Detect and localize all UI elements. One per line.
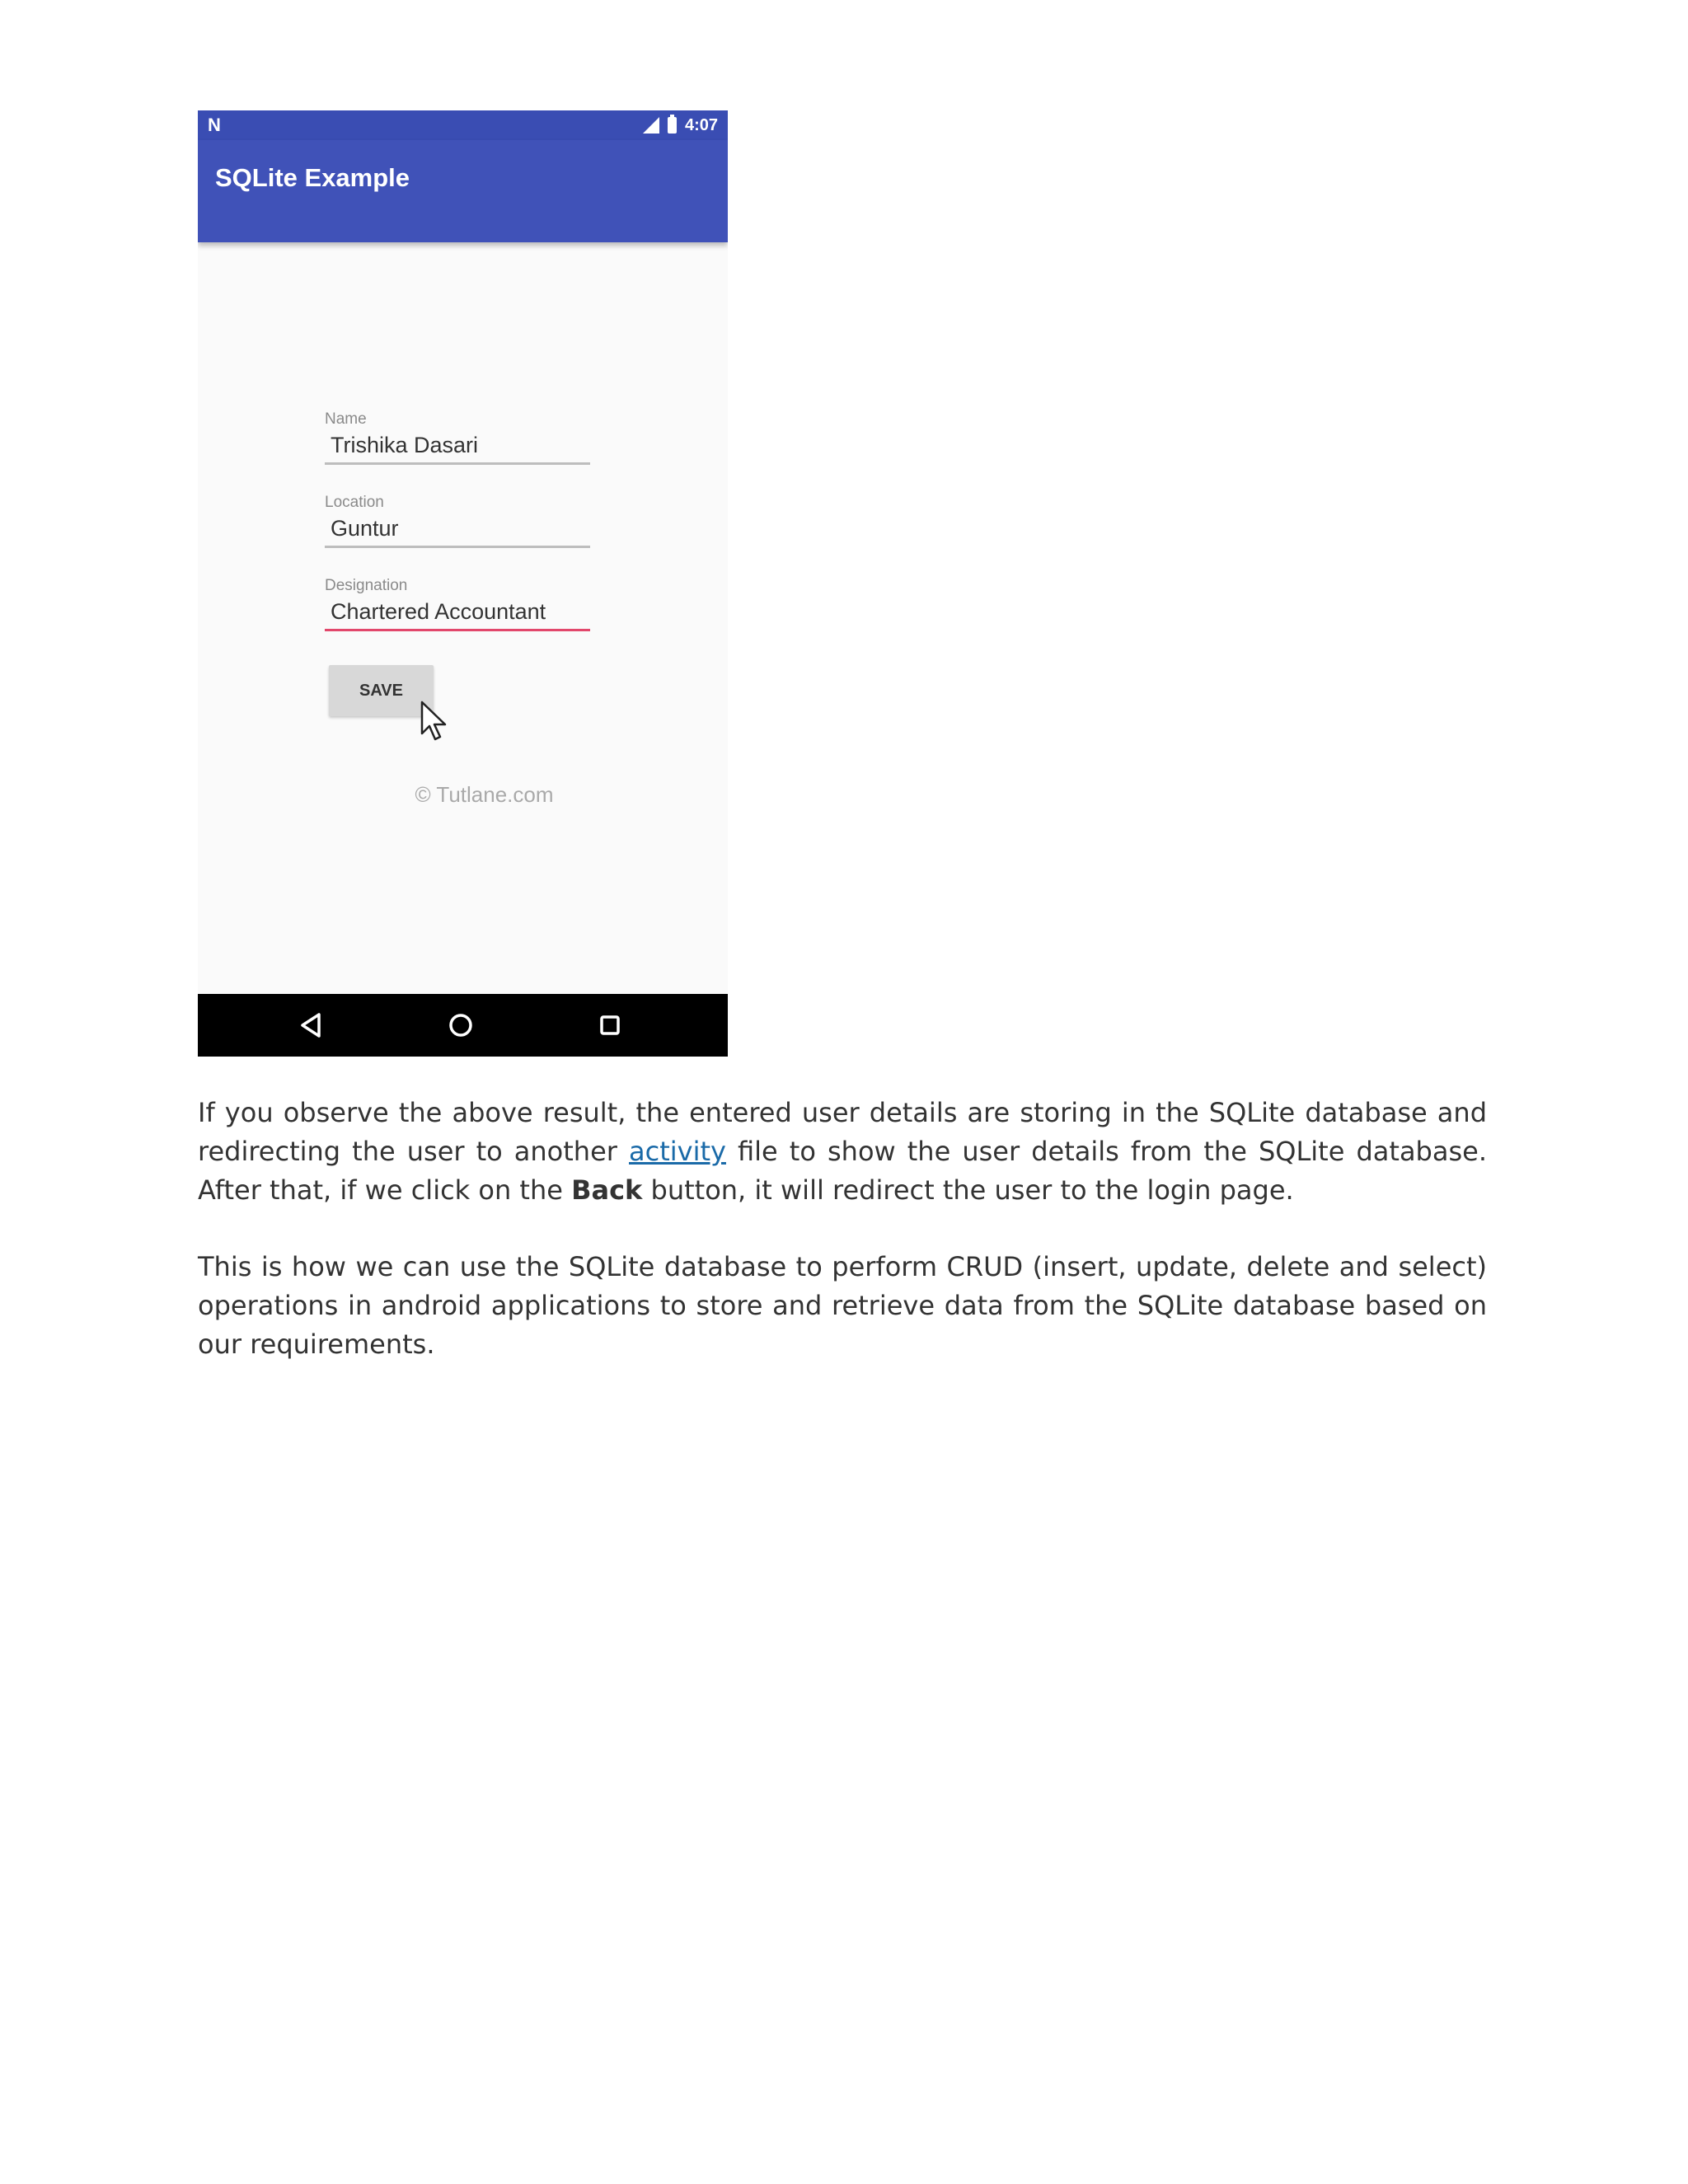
location-label: Location — [325, 494, 384, 511]
result-paragraph — [198, 1094, 1487, 1210]
status-time: 4:07 — [684, 115, 718, 134]
home-icon[interactable] — [446, 1010, 476, 1040]
status-bar — [198, 110, 728, 140]
phone-screenshot — [198, 110, 728, 1057]
recents-icon[interactable] — [595, 1010, 625, 1040]
name-label: Name — [325, 410, 367, 428]
back-icon[interactable] — [298, 1010, 327, 1040]
designation-label: Designation — [325, 577, 408, 594]
back-bold-text: Back — [571, 1174, 643, 1206]
save-button[interactable]: SAVE — [329, 665, 434, 716]
name-field[interactable] — [325, 429, 590, 465]
app-title: SQLite Example — [215, 163, 410, 192]
mouse-cursor-icon — [420, 701, 448, 743]
activity-link[interactable]: activity — [629, 1136, 726, 1167]
watermark: © Tutlane.com — [415, 782, 554, 807]
app-bar — [198, 140, 728, 242]
paragraph-text: file to show the user details from the SQLite database. After that, if we click on the — [198, 1136, 1488, 1206]
status-icons — [643, 115, 718, 136]
location-field[interactable] — [325, 512, 590, 548]
designation-field[interactable] — [325, 595, 590, 631]
notification-logo: N — [208, 115, 221, 135]
conclusion-paragraph: This is how we can use the SQLite database to perform CRUD (insert, update, delete and select) operations in android applications to store and retrieve data from the SQLite database based on our requirements. — [198, 1251, 1487, 1360]
battery-icon — [668, 117, 677, 134]
signal-icon — [643, 117, 659, 134]
android-nav-bar — [198, 994, 728, 1057]
paragraph-text: If you observe the above result, the entered user details are storing in the SQLite database and redirecting the user to another — [198, 1097, 1487, 1167]
paragraph-text: button, it will redirect the user to the login page. — [642, 1174, 1294, 1206]
